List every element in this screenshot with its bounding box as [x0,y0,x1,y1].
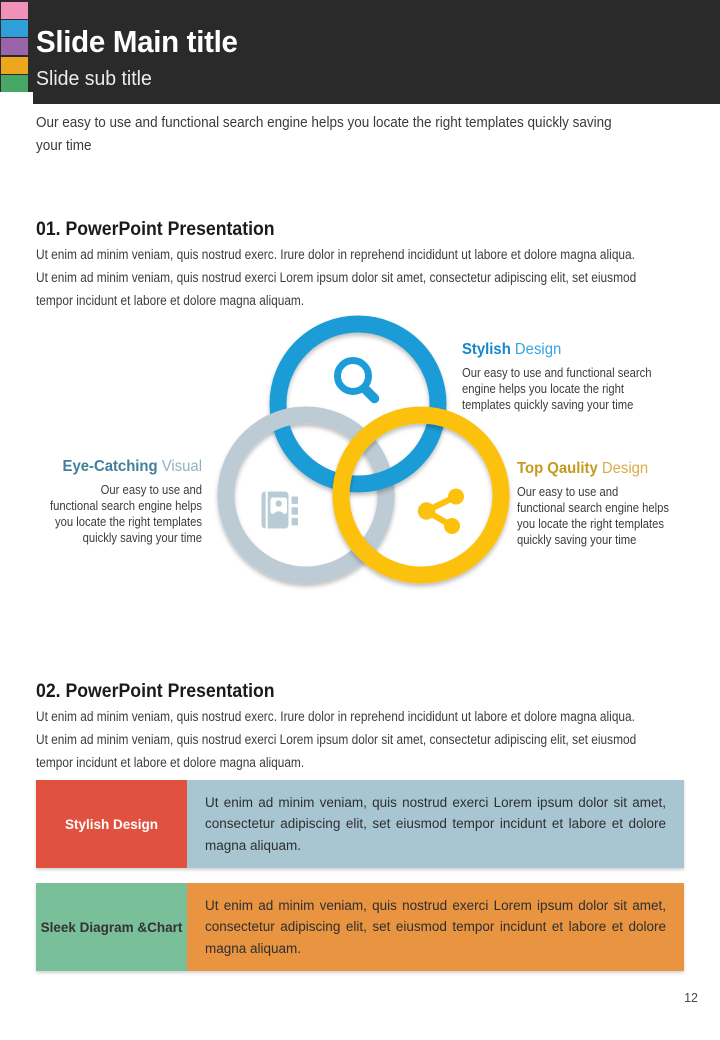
callout-eye-catching-visual [0,458,202,546]
venn-diagram-area [0,300,720,600]
accent-square-blue [1,20,28,37]
search-icon [338,361,375,399]
callout-body: Our easy to use and functional search engine helps you locate the right templates quickly saving your time [50,483,203,545]
header-corner-patch [0,92,33,104]
accent-square-green [1,75,28,92]
accent-square-gold [1,57,28,74]
section-01-heading: 01. PowerPoint Presentation [36,219,275,240]
slide-header [0,0,720,104]
callout-body: Our easy to use and functional search engine helps you locate the right templates quickly saving your time [462,366,652,412]
intro-text: Our easy to use and functional search engine helps you locate the right templates quickly saving your time [36,114,612,154]
page-number: 12 [684,991,698,1005]
section-02-body: Ut enim ad minim veniam, quis nostrud exerc. Irure dolor in reprehend incididunt ut labore et dolore magna aliqua. Ut enim ad minim veniam, quis nostrud exerci Lorem ipsum dolor sit amet, consectetur adipiscing elit, set eiusmod tempor incidunt et labore et dolore magna aliquam. [36,709,637,770]
callout-title: Top Qaulity Design [517,460,649,477]
callout-title: Stylish Design [462,341,562,358]
callout-top-quality-design [517,460,686,548]
accent-square-purple [1,38,28,55]
row-label: Stylish Design [36,780,187,868]
table-row [36,780,684,868]
callout-body: Our easy to use and functional search engine helps you locate the right templates quickly saving your time [517,485,669,547]
table-row [36,883,684,971]
share-icon [418,489,464,535]
slide-sub-title: Slide sub title [36,67,152,90]
slide-main-title: Slide Main title [36,24,238,59]
section-01-body: Ut enim ad minim veniam, quis nostrud exerc. Irure dolor in reprehend incididunt ut labore et dolore magna aliqua. Ut enim ad minim veniam, quis nostrud exerci Lorem ipsum dolor sit amet, consectetur adipiscing elit, set eiusmod tempor incidunt et labore et dolore magna aliquam. [36,247,637,308]
row-content: Ut enim ad minim veniam, quis nostrud exerci Lorem ipsum dolor sit amet, consectetur adipiscing elit, set eiusmod tempor incidunt et labore et dolore magna aliquam. [187,780,684,868]
accent-square-pink [1,2,28,19]
callout-stylish-design [462,341,673,413]
row-content: Ut enim ad minim veniam, quis nostrud exerci Lorem ipsum dolor sit amet, consectetur adipiscing elit, set eiusmod tempor incidunt et labore et dolore magna aliquam. [187,883,684,971]
ring-gray-overlap-patch [263,416,297,428]
callout-title: Eye-Catching Visual [62,458,202,475]
section-02-heading: 02. PowerPoint Presentation [36,681,275,702]
row-label: Sleek Diagram & Chart [36,883,187,971]
contacts-icon [262,492,299,529]
